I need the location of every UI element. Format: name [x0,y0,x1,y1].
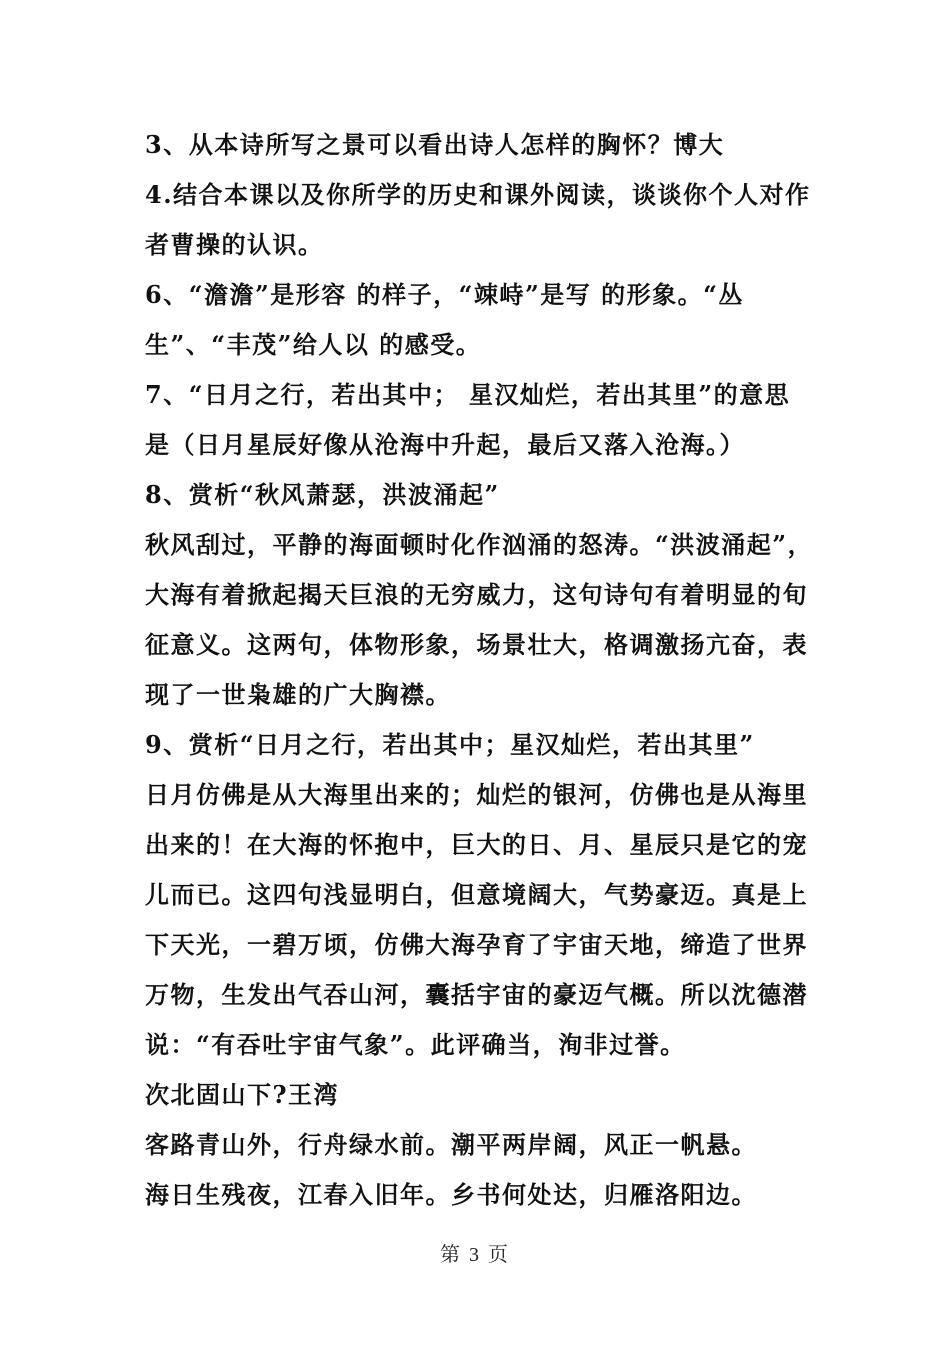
question-4-line-1: 4.结合本课以及你所学的历史和课外阅读，谈谈你个人对作 [145,180,811,209]
poem-line-1: 客路青山外，行舟绿水前。潮平两岸阔，风正一帆悬。 [145,1130,757,1159]
answer-9-line-1: 日月仿佛是从大海里出来的；灿烂的银河，仿佛也是从海里 [145,780,808,809]
question-6-line-1: 6、“澹澹”是形容 的样子，“竦峙”是写 的形象。“丛 [145,280,744,309]
answer-9-line-2: 出来的！在大海的怀抱中，巨大的日、月、星辰只是它的宠 [145,830,808,859]
page-number-footer: 第 3 页 [440,1244,510,1266]
poem-line-2: 海日生残夜，江春入旧年。乡书何处达，归雁洛阳边。 [145,1180,757,1209]
question-3-line: 3、从本诗所写之景可以看出诗人怎样的胸怀？博大 [145,130,725,159]
question-8-heading: 8、赏析“秋风萧瑟，洪波涌起” [145,480,500,509]
answer-8-line-4: 现了一世枭雄的广大胸襟。 [145,680,451,709]
question-7-line-1: 7、“日月之行，若出其中； 星汉灿烂，若出其里”的意思 [145,380,791,409]
question-9-heading: 9、赏析“日月之行，若出其中；星汉灿烂，若出其里” [145,730,755,759]
question-6-line-2: 生”、“丰茂”给人以 的感受。 [145,330,482,359]
answer-8-line-3: 征意义。这两句，体物形象，场景壮大，格调激扬亢奋，表 [145,630,808,659]
answer-9-line-6: 说：“有吞吐宇宙气象”。此评确当，洵非过誉。 [145,1030,686,1059]
answer-8-line-2: 大海有着掀起揭天巨浪的无穷威力，这句诗句有着明显的旬 [145,580,808,609]
answer-8-line-1: 秋风刮过，平静的海面顿时化作汹涌的怒涛。“洪波涌起”， [145,530,814,559]
answer-9-line-5: 万物，生发出气吞山河，囊括宇宙的豪迈气概。所以沈德潜 [145,980,808,1009]
answer-9-line-4: 下天光，一碧万顷，仿佛大海孕育了宇宙天地，缔造了世界 [145,930,808,959]
answer-9-line-3: 儿而已。这四句浅显明白，但意境阔大，气势豪迈。真是上 [145,880,808,909]
question-4-line-2: 者曹操的认识。 [145,230,324,259]
poem-title: 次北固山下?王湾 [145,1080,340,1109]
question-7-line-2: 是（日月星辰好像从沧海中升起，最后又落入沧海。） [145,430,745,459]
document-body [145,120,814,1220]
